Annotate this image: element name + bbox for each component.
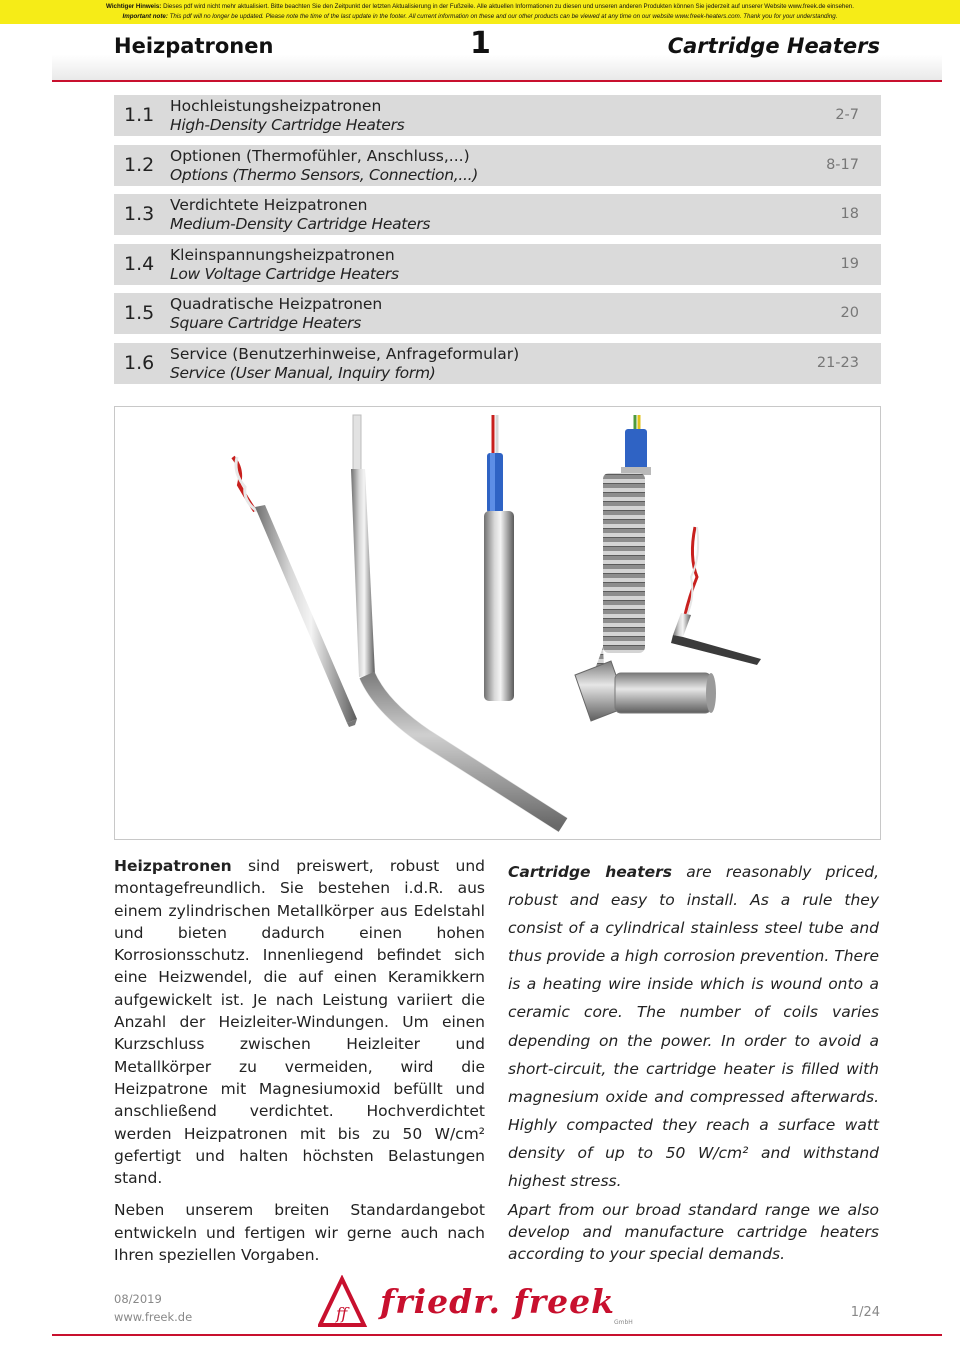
toc-title-en: Service (User Manual, Inquiry form) [170,363,436,382]
notice-label-de: Wichtiger Hinweis: [106,3,162,10]
heater-small-angled [671,527,761,665]
description-en-paragraph [508,858,879,1195]
description-en-text: are reasonably priced, robust and easy to install. As a rule they consist of a cylindrical stainless steel tube and thus provide a high corrosion prevention. There is a heating wire inside which is wound onto a ceramic core. The number of coils varies depending on the power. In order to avoid a short-circuit, the cartridge heater is filled with magnesium oxide and compressed afterwards. Highly compacted they reach a surface watt density of up to 50 W/cm² and withstand highest stress. [508,863,879,1191]
description-en-lead: Cartridge heaters [508,863,673,881]
logo-subtext: GmbH [614,1319,633,1326]
toc-title-en: Options (Thermo Sensors, Connection,...) [170,165,479,184]
toc-row[interactable] [114,194,881,235]
footer-website-link[interactable]: www.freek.de [114,1310,193,1324]
description-en-custom: Apart from our broad standard range we also develop and manufacture cartridge heaters according to your special demands. [508,1201,879,1264]
description-de-text: sind preiswert, robust und montagefreundlich. Sie bestehen i.d.R. aus einem zylindrischen Metallkörper aus Edelstahl und bieten dadurch einen hohen Korrosionsschutz. Innenliegend befindet sich eine Heizwendel, die auf einen Keramikkern aufgewickelt ist. Je nach Leistung variiert die Anzahl der Heizleiter-Windungen. Um einen Kurzschluss zwischen Heizleiter und Metallkörper zu vermeiden, wird die Heizpatrone mit Magnesiumoxid befüllt und anschließend verdichtet. Hochverdichtet werden Heizpatronen mit bis zu 50 W/cm² gefertigt und halten höchsten Belastungen stand. [114,857,485,1188]
toc-title-en: Medium-Density Cartridge Heaters [170,215,431,234]
toc-row[interactable] [114,244,881,285]
toc-page-range: 19 [840,255,859,272]
table-of-contents [114,95,881,393]
toc-title-de: Kleinspannungsheizpatronen [170,245,395,264]
header-title-en: Cartridge Heaters [667,34,880,58]
description-de-paragraph [114,855,485,1189]
heater-bent-rod [351,415,563,825]
chapter-number: 1 [470,26,491,61]
toc-row[interactable] [114,95,881,136]
description-de-lead: Heizpatronen [114,857,232,875]
description-en [508,858,879,1265]
footer-divider [52,1334,942,1336]
heater-thin-rod [233,457,357,727]
logo-wordmark: friedr. freek [380,1282,615,1321]
header-title-de: Heizpatronen [114,34,274,58]
toc-title-en: Low Voltage Cartridge Heaters [170,264,399,283]
description-de-custom: Neben unserem breiten Standardangebot entwickeln und fertigen wir gerne auch nach Ihren speziellen Vorgaben. [114,1201,485,1265]
toc-title-de: Optionen (Thermofühler, Anschluss,...) [170,146,470,165]
toc-section-number: 1.4 [124,252,155,275]
notice-text-en: This pdf will no longer be updated. Please note the time of the last update in the footer. All current information on these and our other products can be viewed at any time on our website www.freek-heaters.com. Thank you for your understanding. [167,13,838,20]
footer-date: 08/2019 [114,1292,162,1306]
toc-title-de: Service (Benutzerhinweise, Anfrageformular) [170,344,520,363]
cartridge-heaters-illustration [115,407,881,840]
toc-section-number: 1.2 [124,153,155,176]
toc-section-number: 1.5 [124,302,155,325]
toc-page-range: 18 [840,206,859,223]
toc-section-number: 1.3 [124,203,155,226]
toc-page-range: 21-23 [816,354,859,371]
notice-text-de: Dieses pdf wird nicht mehr aktualisiert. Bitte beachten Sie den Zeitpunkt der letzten Aktualisierung in der Fußzeile. Alle aktuellen Informationen zu diesen und unseren anderen Produkten können Sie jederzeit auf unserer Website www.freek.de einsehen. [161,3,854,10]
toc-title-de: Quadratische Heizpatronen [170,295,383,314]
toc-title-de: Verdichtete Heizpatronen [170,196,368,215]
toc-row[interactable] [114,343,881,384]
friedr-freek-logo [318,1275,640,1331]
toc-title-en: Square Cartridge Heaters [170,314,361,333]
description-de [114,855,485,1276]
logo-mark: ff [336,1304,348,1323]
update-notice-banner [0,0,960,24]
toc-title-de: Hochleistungsheizpatronen [170,97,382,115]
toc-page-range: 8-17 [826,156,859,173]
toc-section-number: 1.1 [124,104,155,126]
notice-label-en: Important note: [122,13,168,20]
footer-meta [114,1290,192,1326]
toc-title-en: High-Density Cartridge Heaters [170,116,405,134]
heater-blue-lead [484,415,514,701]
page-number: 1/24 [850,1305,880,1320]
toc-page-range: 2-7 [835,107,859,123]
toc-section-number: 1.6 [124,351,155,374]
toc-row[interactable] [114,145,881,186]
toc-row[interactable] [114,293,881,334]
toc-page-range: 20 [840,305,859,322]
page-header [52,24,942,82]
product-photo [114,406,881,840]
